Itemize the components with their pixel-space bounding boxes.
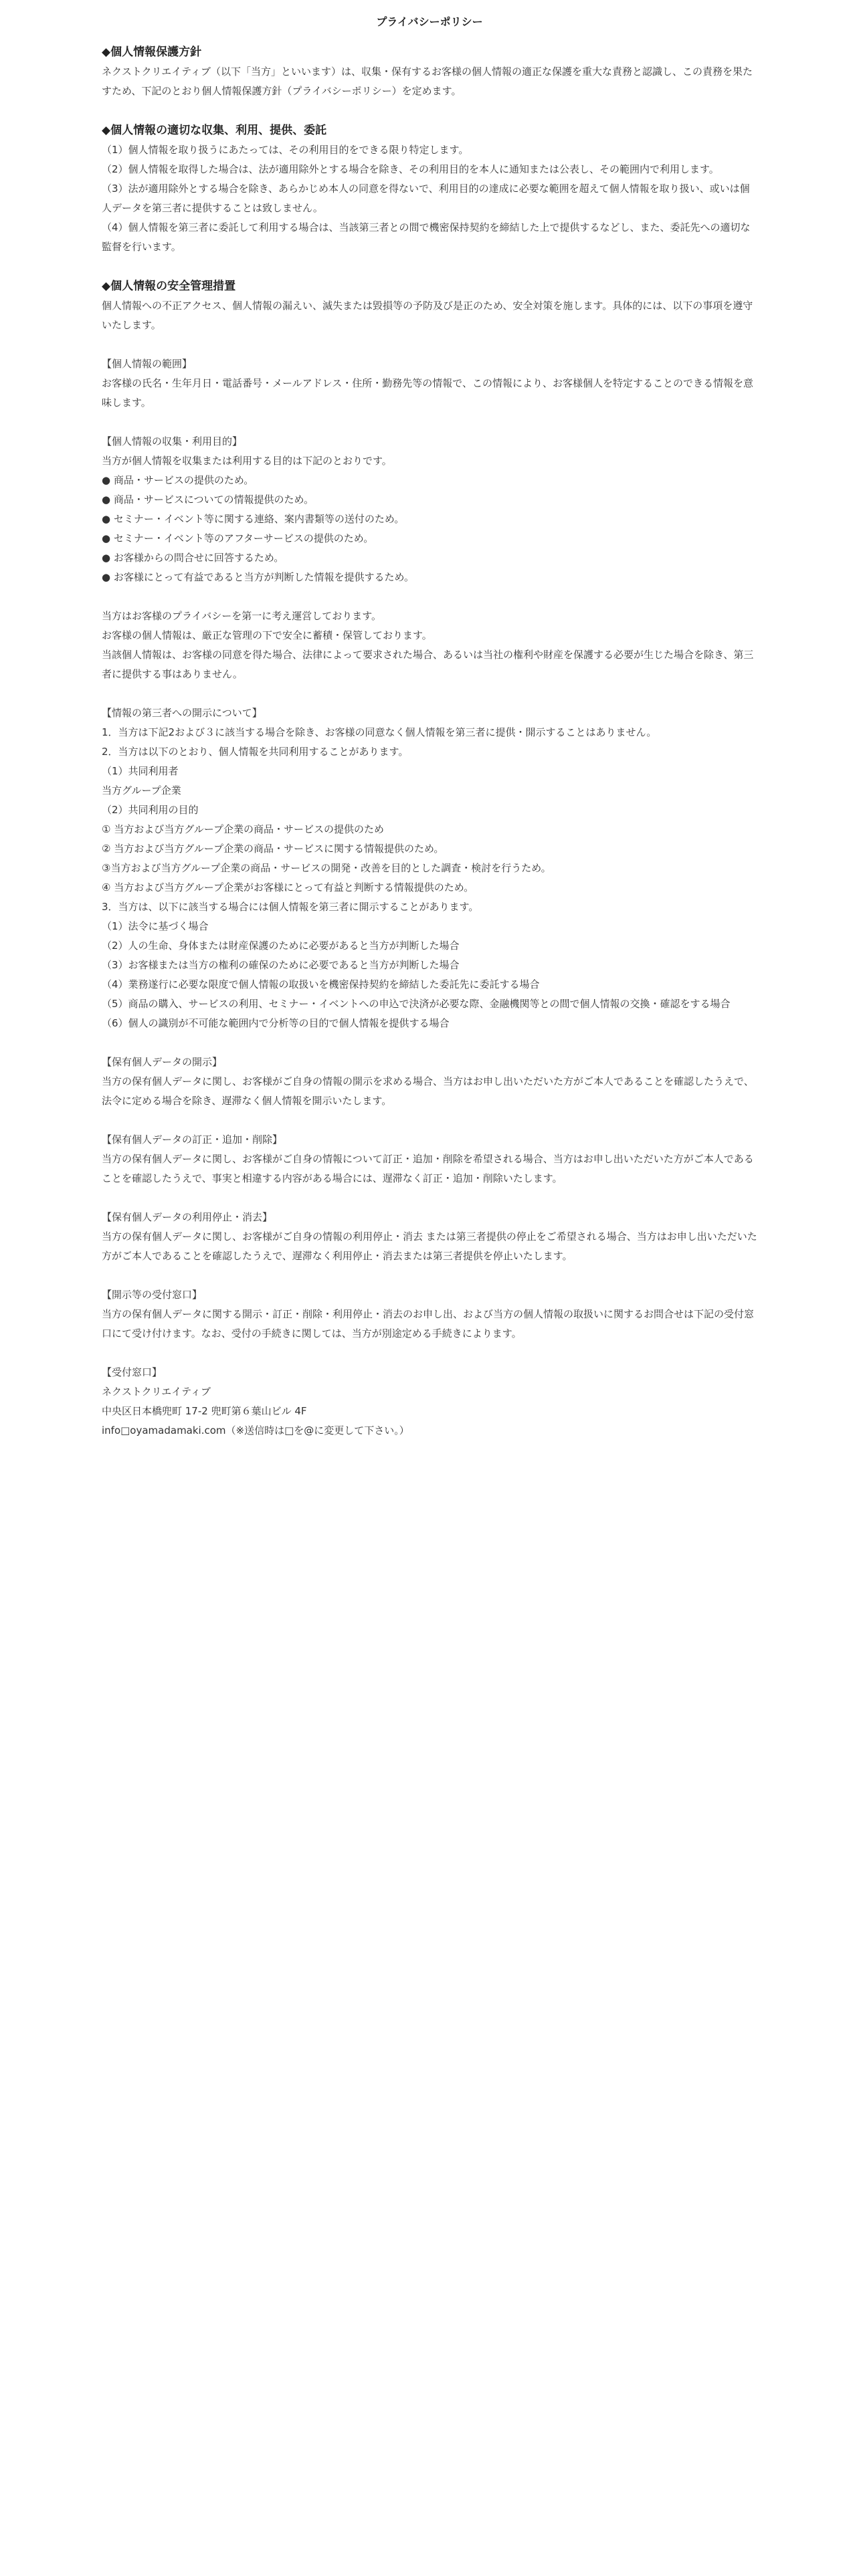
purpose-heading: 【個人情報の収集・利用目的】 — [102, 435, 243, 447]
purpose-item: ● お客様からの問合せに回答するため。 — [102, 552, 284, 564]
policy-content — [102, 43, 757, 1440]
contact-heading: 【受付窓口】 — [102, 1366, 163, 1378]
purpose-intro: 当方が個人情報を収集または利用する目的は下記のとおりです。 — [102, 455, 392, 467]
purpose-item: ● お客様にとって有益であると当方が判断した情報を提供するため。 — [102, 571, 414, 583]
purpose-item: ● セミナー・イベント等のアフターサービスの提供のため。 — [102, 532, 374, 544]
management-line: 当方はお客様のプライバシーを第一に考え運営しております。 — [102, 610, 382, 622]
data-suspension-body: 当方の保有個人データに関し、お客様がご自身の情報の利用停止・消去 または第三者提供の停止をご希望される場合、当方はお申し出いただいた方がご本人であることを確認したうえで、遅滞なく利用停止・消去または第三者提供を停止いたします。 — [102, 1230, 757, 1262]
collection-item: （1）個人情報を取り扱うにあたっては、その利用目的をできる限り特定します。 — [102, 144, 469, 156]
disclosure-line: （1）法令に基づく場合 — [102, 920, 209, 932]
disclosure-line: （1）共同利用者 — [102, 765, 179, 777]
scope-heading: 【個人情報の範囲】 — [102, 358, 193, 370]
disclosure-line: （6）個人の識別が不可能な範囲内で分析等の目的で個人情報を提供する場合 — [102, 1017, 450, 1029]
disclosure-line: （2）共同利用の目的 — [102, 804, 199, 816]
disclosure-line: ② 当方および当方グループ企業の商品・サービスに関する情報提供のため。 — [102, 843, 444, 855]
contact-email: info□oyamadamaki.com（※送信時は□を@に変更して下さい。） — [102, 1424, 409, 1436]
purpose-item: ● セミナー・イベント等に関する連絡、案内書類等の送付のため。 — [102, 513, 405, 525]
data-disclosure-heading: 【保有個人データの開示】 — [102, 1056, 223, 1068]
scope-body: お客様の氏名・生年月日・電話番号・メールアドレス・住所・勤務先等の情報で、この情報により、お客様個人を特定することのできる情報を意味します。 — [102, 377, 753, 409]
management-line: 当該個人情報は、お客様の同意を得た場合、法律によって要求された場合、あるいは当社の権利や財産を保護する必要が生じた場合を除き、第三者に提供する事はありません。 — [102, 649, 754, 680]
contact-name: ネクストクリエイティブ — [102, 1386, 211, 1398]
disclosure-line: ③当方および当方グループ企業の商品・サービスの開発・改善を目的とした調査・検討を行うため。 — [102, 862, 551, 874]
data-suspension-heading: 【保有個人データの利用停止・消去】 — [102, 1211, 273, 1223]
page-title: プライバシーポリシー — [376, 15, 483, 28]
data-disclosure-body: 当方の保有個人データに関し、お客様がご自身の情報の開示を求める場合、当方はお申し出いただいた方がご本人であることを確認したうえで、法令に定める場合を除き、遅滞なく個人情報を開示いたします。 — [102, 1075, 754, 1107]
disclosure-line: 2．当方は以下のとおり、個人情報を共同利用することがあります。 — [102, 746, 409, 758]
request-window-body: 当方の保有個人データに関する開示・訂正・削除・利用停止・消去のお申し出、および当方の個人情報の取扱いに関するお問合せは下記の受付窓口にて受け付けます。なお、受付の手続きに関しては、当方が別途定める手続きによります。 — [102, 1308, 755, 1339]
disclosure-line: 3．当方は、以下に該当する場合には個人情報を第三者に開示することがあります。 — [102, 901, 479, 913]
purpose-item: ● 商品・サービスについての情報提供のため。 — [102, 494, 314, 506]
policy-body: ネクストクリエイティブ（以下「当方」といいます）は、収集・保有するお客様の個人情報の適正な保護を重大な責務と認識し、この責務を果たすため、下記のとおり個人情報保護方針（プライバシーポリシー）を定めます。 — [102, 66, 753, 97]
disclosure-line: （3）お客様または当方の権利の確保のために必要であると当方が判断した場合 — [102, 959, 460, 971]
disclosure-heading: 【情報の第三者への開示について】 — [102, 707, 262, 719]
purpose-item: ● 商品・サービスの提供のため。 — [102, 474, 254, 486]
disclosure-line: ① 当方および当方グループ企業の商品・サービスの提供のため — [102, 823, 385, 835]
collection-item: （2）個人情報を取得した場合は、法が適用除外とする場合を除き、その利用目的を本人に通知または公表し、その範囲内で利用します。 — [102, 163, 719, 175]
section-heading-policy: ◆個人情報保護方針 — [102, 45, 202, 59]
data-correction-body: 当方の保有個人データに関し、お客様がご自身の情報について訂正・追加・削除を希望される場合、当方はお申し出いただいた方がご本人であることを確認したうえで、事実と相違する内容がある場合には、遅滞なく訂正・追加・削除いたします。 — [102, 1153, 754, 1184]
disclosure-line: 当方グループ企業 — [102, 784, 181, 796]
disclosure-line: ④ 当方および当方グループ企業がお客様にとって有益と判断する情報提供のため。 — [102, 881, 474, 893]
disclosure-line: （5）商品の購入、サービスの利用、セミナー・イベントへの申込で決済が必要な際、金融機関等との間で個人情報の交換・確認をする場合 — [102, 998, 731, 1010]
disclosure-line: （4）業務遂行に必要な限度で個人情報の取扱いを機密保持契約を締結した委託先に委託する場合 — [102, 978, 540, 990]
section-heading-security: ◆個人情報の安全管理措置 — [102, 280, 236, 293]
disclosure-line: （2）人の生命、身体または財産保護のために必要があると当方が判断した場合 — [102, 940, 460, 952]
contact-address: 中央区日本橋兜町 17-2 兜町第６葉山ビル 4F — [102, 1405, 307, 1417]
collection-item: （4）個人情報を第三者に委託して利用する場合は、当該第三者との間で機密保持契約を締結した上で提供するなどし、また、委託先への適切な監督を行います。 — [102, 221, 751, 253]
disclosure-line: 1．当方は下記2および３に該当する場合を除き、お客様の同意なく個人情報を第三者に提供・開示することはありません。 — [102, 726, 657, 738]
request-window-heading: 【開示等の受付窓口】 — [102, 1289, 203, 1301]
management-line: お客様の個人情報は、厳正な管理の下で安全に蓄積・保管しております。 — [102, 629, 432, 641]
collection-item: （3）法が適用除外とする場合を除き、あらかじめ本人の同意を得ないで、利用目的の達成に必要な範囲を超えて個人情報を取り扱い、或いは個人データを第三者に提供することは致しません。 — [102, 183, 750, 214]
data-correction-heading: 【保有個人データの訂正・追加・削除】 — [102, 1134, 283, 1146]
security-body: 個人情報への不正アクセス、個人情報の漏えい、滅失または毀損等の予防及び是正のため、安全対策を施します。具体的には、以下の事項を遵守いたします。 — [102, 300, 753, 331]
section-heading-collection: ◆個人情報の適切な収集、利用、提供、委託 — [102, 124, 327, 137]
